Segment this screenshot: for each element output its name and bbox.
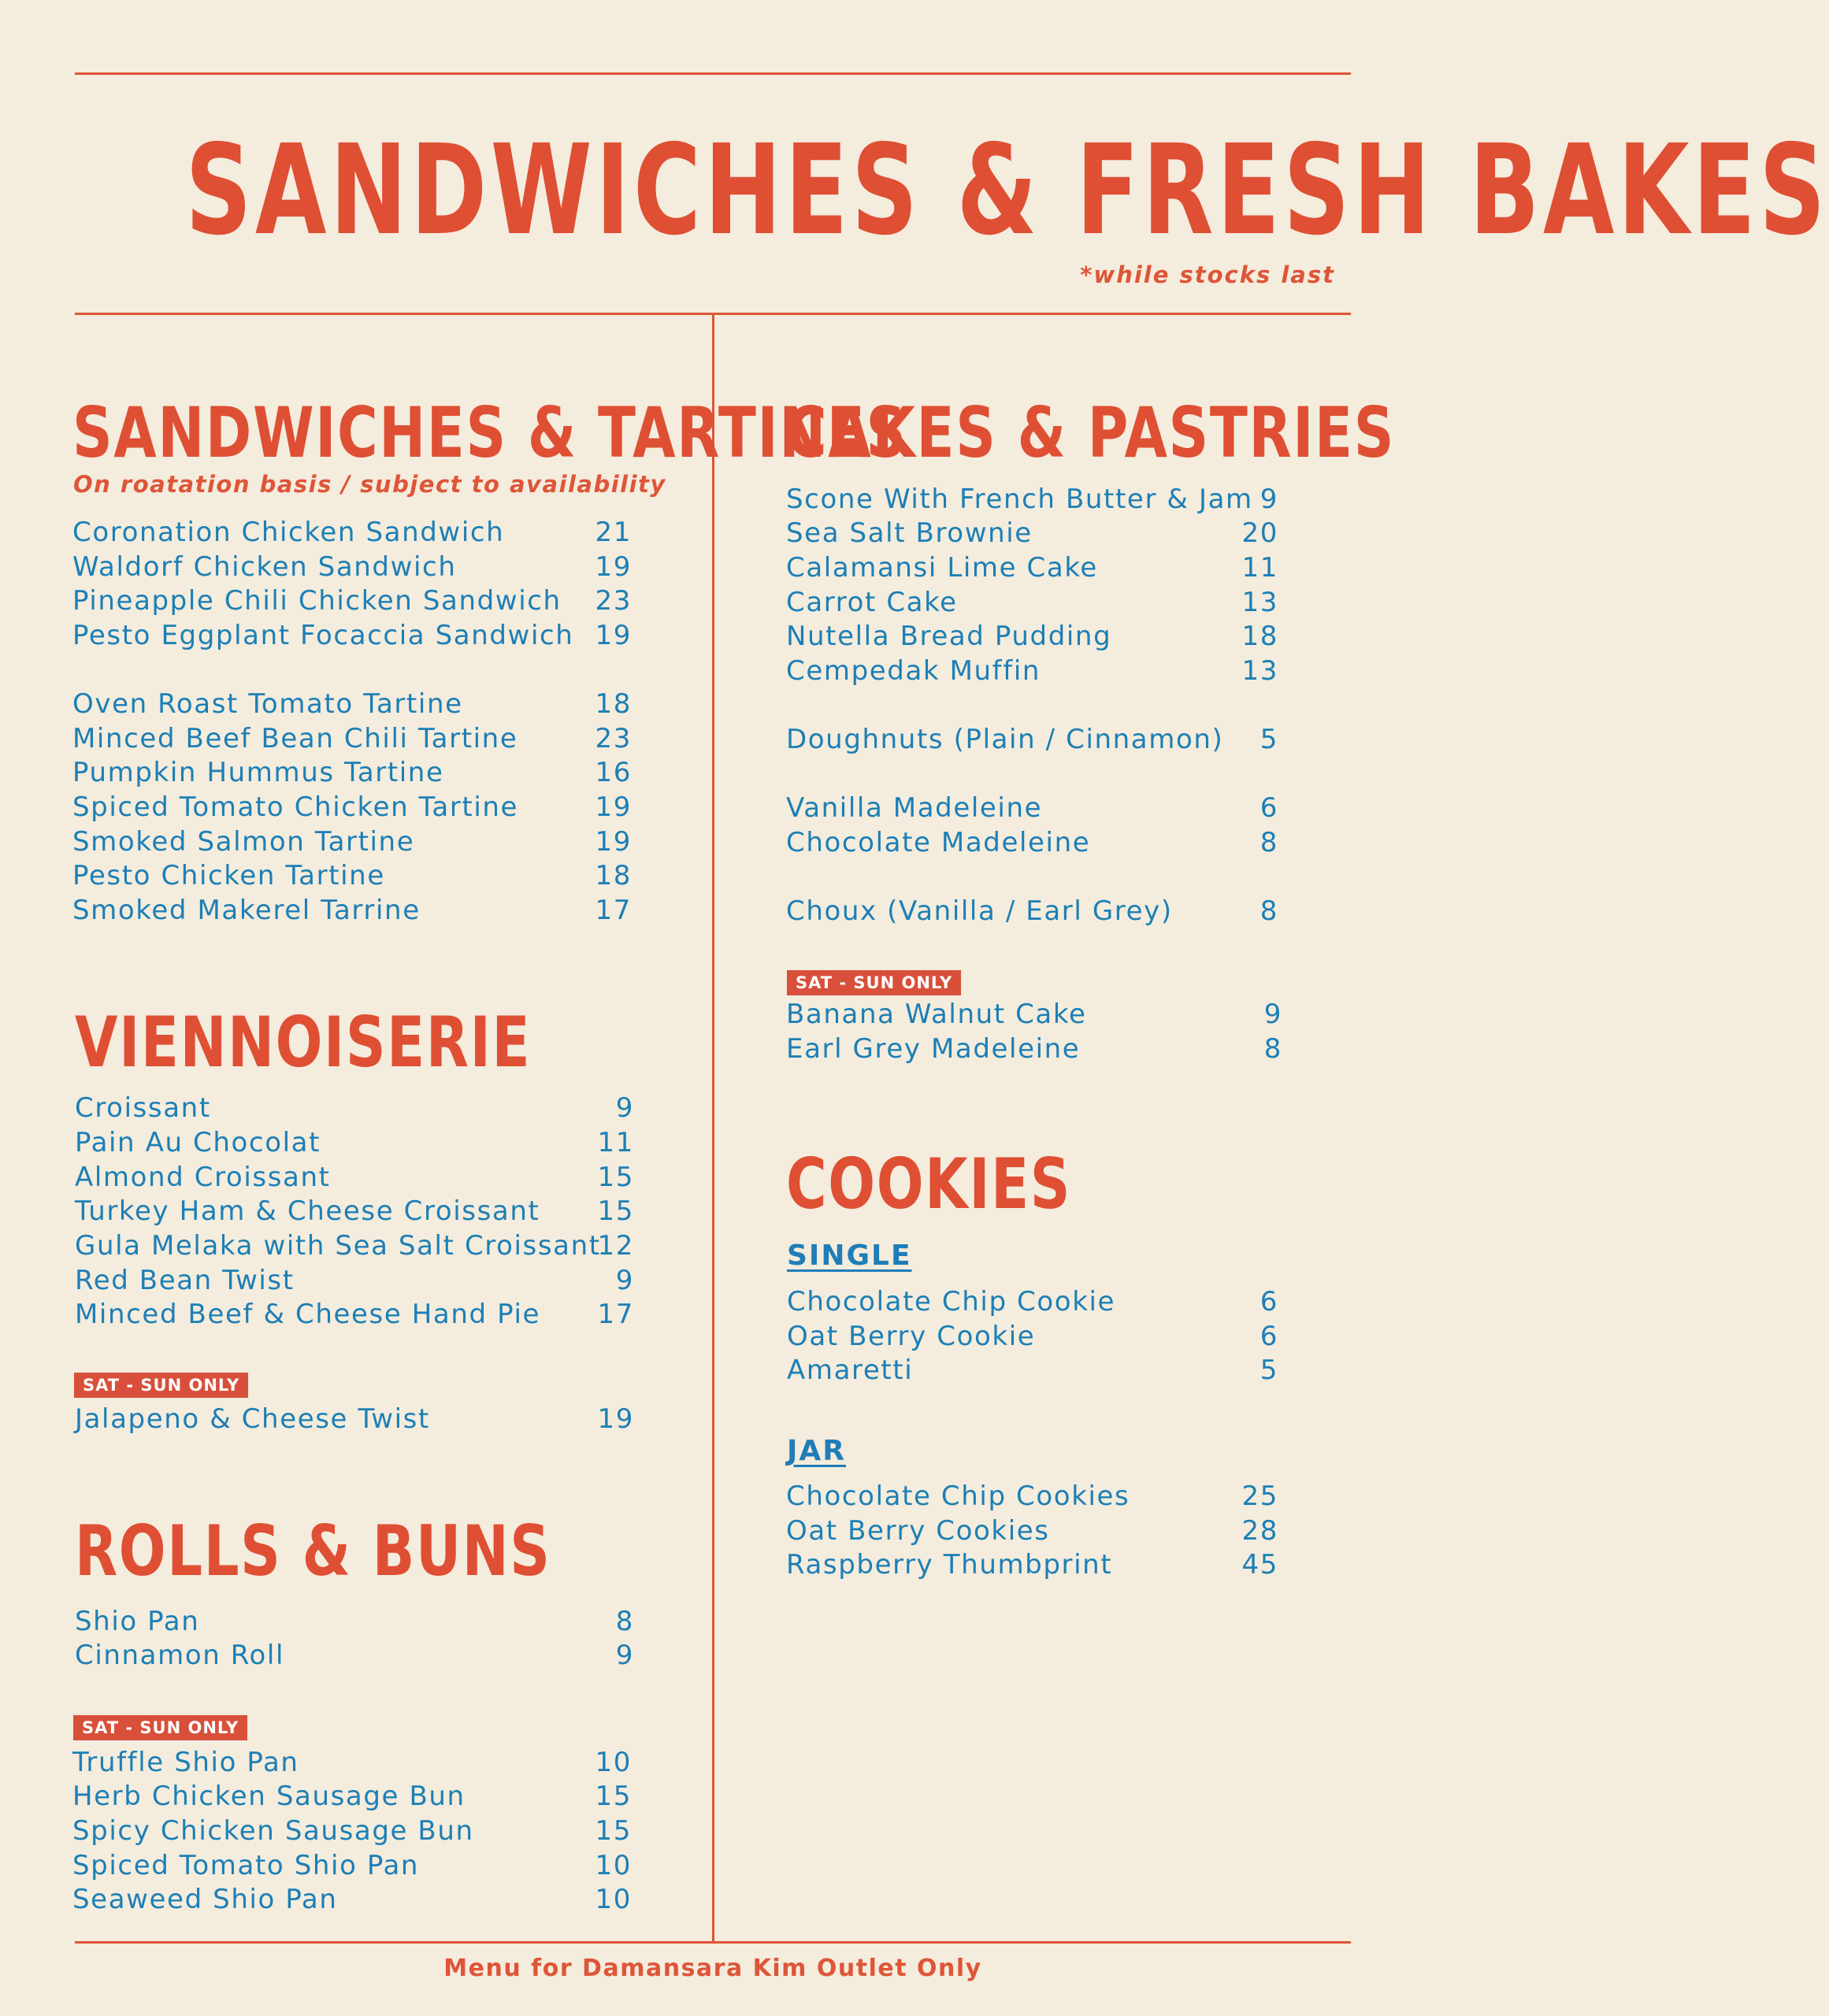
item-price: 11 [597, 1127, 634, 1158]
menu-item [75, 1195, 634, 1229]
item-name: Pesto Eggplant Focaccia Sandwich [72, 620, 574, 651]
item-name: Spicy Chicken Sausage Bun [72, 1815, 474, 1847]
menu-item [72, 757, 632, 791]
item-price: 23 [595, 585, 632, 617]
item-price: 23 [595, 723, 632, 754]
item-name: Coronation Chicken Sandwich [72, 517, 505, 548]
stock-note: *while stocks last [1080, 261, 1335, 288]
item-price: 13 [1241, 587, 1278, 618]
item-name: Pumpkin Hummus Tartine [72, 757, 444, 788]
item-price: 16 [595, 757, 632, 788]
item-price: 10 [595, 1850, 632, 1881]
item-price: 18 [595, 688, 632, 720]
menu-item [786, 724, 1278, 758]
item-name: Gula Melaka with Sea Salt Croissant [75, 1230, 601, 1262]
section-heading-cakes: CAKES & PASTRIES [786, 392, 1396, 473]
item-price: 9 [615, 1640, 634, 1671]
cookies-jar-label: JAR [787, 1435, 846, 1467]
item-price: 5 [1260, 1354, 1278, 1386]
item-price: 19 [597, 1403, 634, 1435]
menu-item [75, 1403, 634, 1437]
menu-item [72, 860, 632, 894]
item-name: Oat Berry Cookies [786, 1515, 1050, 1547]
item-price: 19 [595, 620, 632, 651]
item-price: 6 [1260, 1286, 1278, 1317]
item-name: Truffle Shio Pan [72, 1747, 299, 1778]
item-price: 8 [1260, 895, 1278, 927]
menu-item [786, 621, 1278, 654]
footer-rule [75, 1941, 1351, 1944]
menu-item [72, 1747, 632, 1781]
item-name: Waldorf Chicken Sandwich [72, 551, 457, 583]
outlet-footer: Menu for Damansara Kim Outlet Only [443, 1955, 982, 1982]
item-name: Seaweed Shio Pan [72, 1884, 338, 1915]
menu-item [72, 688, 632, 722]
item-price: 17 [597, 1299, 634, 1330]
item-name: Chocolate Chip Cookie [787, 1286, 1116, 1317]
menu-item [72, 1781, 632, 1814]
menu-item [786, 552, 1278, 586]
item-price: 19 [595, 551, 632, 583]
item-name: Vanilla Madeleine [786, 792, 1043, 824]
item-name: Chocolate Chip Cookies [786, 1480, 1130, 1512]
availability-note: On roatation basis / subject to availability [73, 471, 666, 498]
item-name: Banana Walnut Cake [786, 999, 1087, 1030]
section-heading-viennoiserie: VIENNOISERIE [75, 1002, 532, 1083]
item-name: Minced Beef Bean Chili Tartine [72, 723, 518, 754]
menu-item [75, 1265, 634, 1299]
menu-item [75, 1127, 634, 1161]
item-price: 10 [595, 1747, 632, 1778]
menu-item [786, 517, 1278, 551]
item-name: Doughnuts (Plain / Cinnamon) [786, 724, 1224, 755]
item-price: 15 [597, 1162, 634, 1193]
item-price: 21 [595, 517, 632, 548]
menu-item [786, 999, 1282, 1032]
section-heading-rolls: ROLLS & BUNS [75, 1510, 551, 1592]
item-price: 8 [615, 1606, 634, 1637]
item-price: 6 [1260, 792, 1278, 824]
item-price: 5 [1260, 724, 1278, 755]
item-name: Pineapple Chili Chicken Sandwich [72, 585, 562, 617]
item-name: Spiced Tomato Chicken Tartine [72, 791, 519, 823]
item-name: Earl Grey Madeleine [786, 1033, 1081, 1065]
menu-item [786, 655, 1278, 689]
item-price: 9 [615, 1265, 634, 1296]
item-price: 18 [595, 860, 632, 891]
item-name: Shio Pan [75, 1606, 200, 1637]
item-name: Smoked Salmon Tartine [72, 826, 415, 858]
item-name: Jalapeno & Cheese Twist [75, 1403, 430, 1435]
item-price: 45 [1241, 1549, 1278, 1581]
item-name: Croissant [75, 1092, 211, 1124]
item-name: Nutella Bread Pudding [786, 621, 1112, 652]
item-price: 15 [597, 1195, 634, 1227]
item-price: 11 [1241, 552, 1278, 584]
item-price: 19 [595, 791, 632, 823]
item-name: Calamansi Lime Cake [786, 552, 1098, 584]
menu-item [72, 620, 632, 654]
item-price: 12 [597, 1230, 634, 1262]
menu-item [72, 1850, 632, 1884]
menu-item [787, 1286, 1278, 1320]
menu-item [786, 827, 1278, 861]
top-rule [75, 72, 1351, 75]
item-price: 9 [1260, 484, 1278, 515]
menu-item [786, 1515, 1278, 1549]
item-price: 20 [1241, 517, 1278, 549]
menu-item [72, 1884, 632, 1918]
section-heading-cookies: COOKIES [786, 1143, 1072, 1225]
menu-item [786, 1480, 1278, 1514]
menu-item [72, 551, 632, 585]
menu-item [786, 895, 1278, 929]
item-price: 13 [1241, 655, 1278, 687]
weekend-badge: SAT - SUN ONLY [787, 970, 961, 995]
item-name: Carrot Cake [786, 587, 958, 618]
item-name: Amaretti [787, 1354, 914, 1386]
item-name: Sea Salt Brownie [786, 517, 1033, 549]
item-name: Chocolate Madeleine [786, 827, 1091, 858]
weekend-badge: SAT - SUN ONLY [73, 1715, 247, 1740]
item-name: Cempedak Muffin [786, 655, 1041, 687]
menu-item [786, 792, 1278, 826]
item-name: Minced Beef & Cheese Hand Pie [75, 1299, 541, 1330]
item-price: 28 [1241, 1515, 1278, 1547]
menu-item [787, 1354, 1278, 1388]
menu-item [75, 1162, 634, 1195]
item-price: 6 [1260, 1321, 1278, 1352]
menu-item [75, 1092, 634, 1126]
menu-item [72, 585, 632, 619]
item-price: 25 [1241, 1480, 1278, 1512]
item-name: Oven Roast Tomato Tartine [72, 688, 463, 720]
item-price: 18 [1241, 621, 1278, 652]
item-price: 10 [595, 1884, 632, 1915]
item-price: 15 [595, 1815, 632, 1847]
menu-item [72, 1815, 632, 1849]
menu-item [786, 484, 1278, 517]
item-name: Red Bean Twist [75, 1265, 295, 1296]
item-price: 9 [1263, 999, 1282, 1030]
menu-item [75, 1640, 634, 1673]
item-price: 15 [595, 1781, 632, 1812]
item-name: Smoked Makerel Tarrine [72, 895, 421, 926]
item-name: Oat Berry Cookie [787, 1321, 1036, 1352]
item-name: Pain Au Chocolat [75, 1127, 321, 1158]
item-name: Choux (Vanilla / Earl Grey) [786, 895, 1173, 927]
item-name: Turkey Ham & Cheese Croissant [75, 1195, 540, 1227]
item-name: Spiced Tomato Shio Pan [72, 1850, 420, 1881]
cookies-single-label: SINGLE [787, 1240, 912, 1272]
menu-item [75, 1299, 634, 1332]
weekend-badge: SAT - SUN ONLY [74, 1373, 248, 1398]
menu-item [72, 826, 632, 860]
menu-item [72, 723, 632, 757]
item-price: 9 [615, 1092, 634, 1124]
item-name: Pesto Chicken Tartine [72, 860, 385, 891]
section-heading-sandwiches: SANDWICHES & TARTINES [72, 392, 907, 473]
item-name: Almond Croissant [75, 1162, 331, 1193]
item-price: 8 [1263, 1033, 1282, 1065]
item-name: Cinnamon Roll [75, 1640, 284, 1671]
menu-item [786, 587, 1278, 621]
menu-item [786, 1549, 1278, 1583]
column-divider [712, 313, 714, 1944]
menu-item [72, 895, 632, 928]
menu-item [72, 791, 632, 825]
page-title: SANDWICHES & FRESH BAKES [185, 118, 1829, 263]
menu-item [75, 1230, 634, 1264]
item-name: Raspberry Thumbprint [786, 1549, 1113, 1581]
menu-item [75, 1606, 634, 1640]
item-price: 17 [595, 895, 632, 926]
menu-item [787, 1321, 1278, 1354]
menu-item [72, 517, 632, 550]
item-price: 8 [1260, 827, 1278, 858]
item-name: Scone With French Butter & Jam [786, 484, 1253, 515]
item-name: Herb Chicken Sausage Bun [72, 1781, 466, 1812]
item-price: 19 [595, 826, 632, 858]
menu-item [786, 1033, 1282, 1067]
